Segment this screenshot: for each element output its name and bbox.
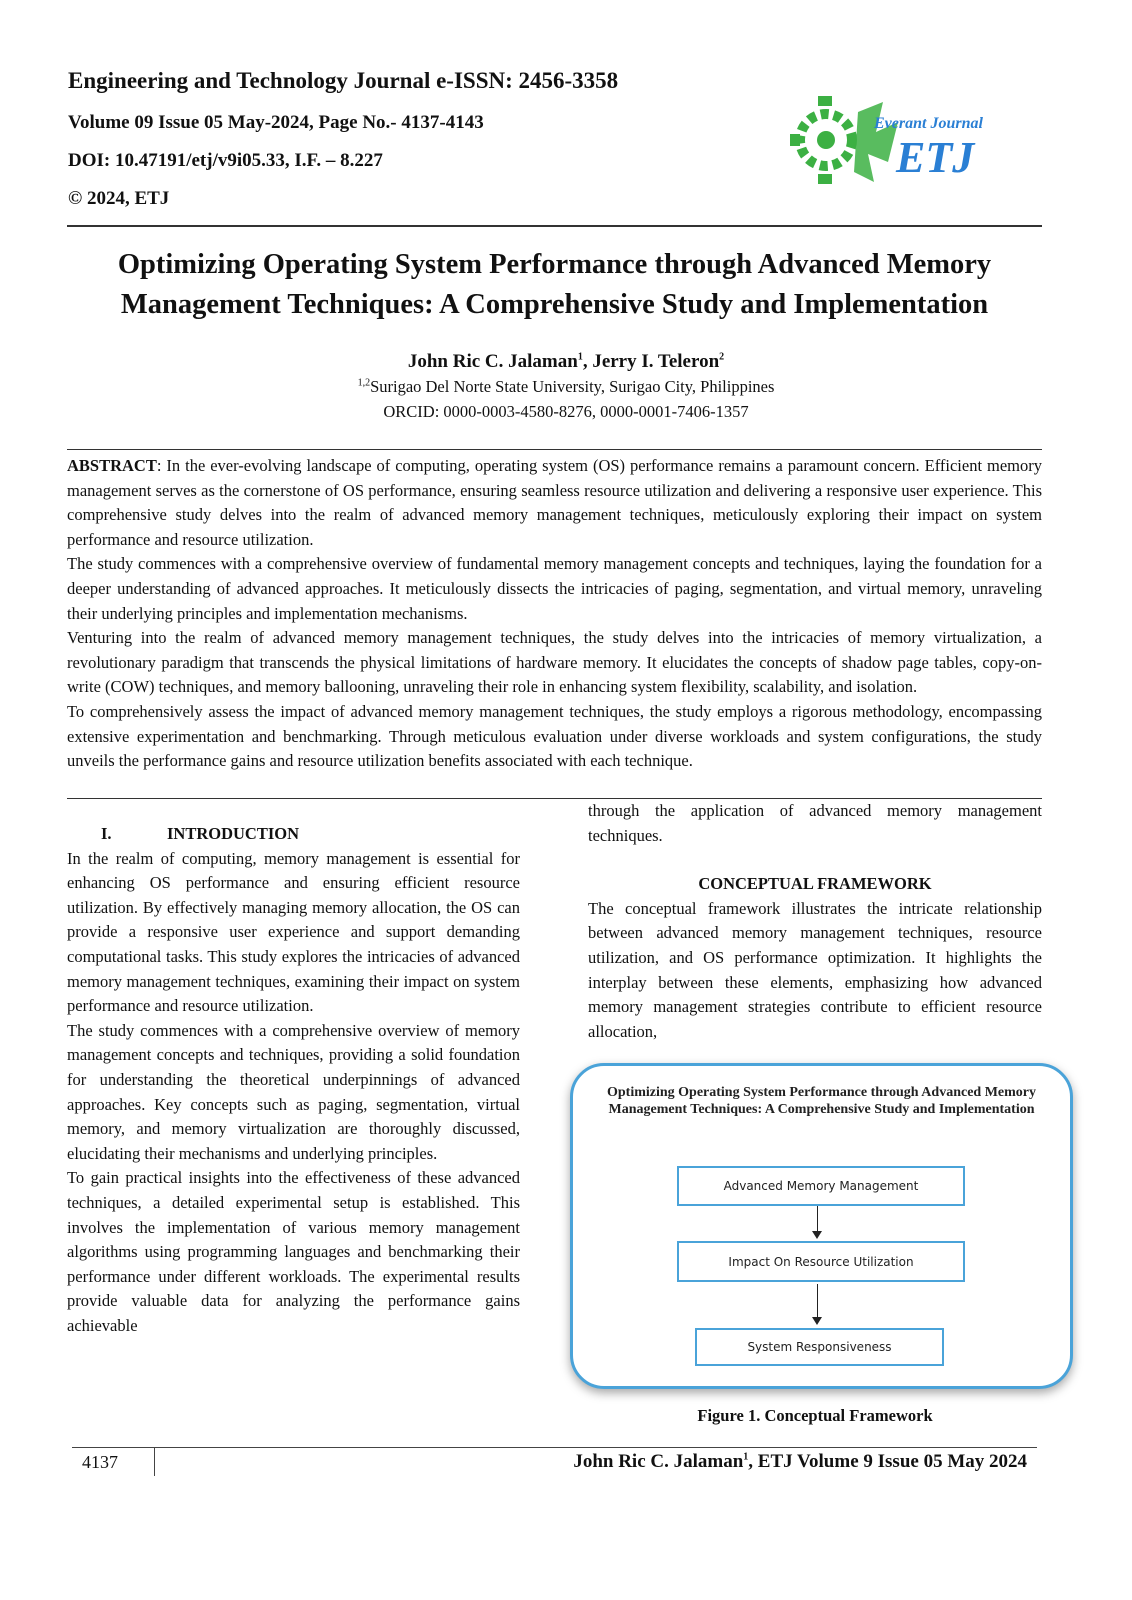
body-paragraph: through the application of advanced memory management techniques. (588, 801, 1042, 845)
arrow-line (817, 1206, 818, 1232)
abstract-top-rule (67, 449, 1042, 450)
footer-divider (154, 1448, 155, 1476)
abstract-label: ABSTRACT (67, 456, 157, 475)
author-1: John Ric C. Jalaman (407, 351, 578, 372)
arrow-line (817, 1284, 818, 1318)
abstract-paragraph: ABSTRACT: In the ever-evolving landscape of computing, operating system (OS) performance remains a paramount concern. Efficient memory management serves as the cornerstone of OS performance, ensuring seamless resource utilization and delivering a responsive user experience. This comprehensive study delves into the realm of advanced memory management techniques, meticulously exploring their impact on system performance and resource utilization. (67, 456, 1042, 549)
paper-title: Optimizing Operating System Performance through Advanced Memory Management Techniques: A Comprehensive Study and Implementation (117, 249, 992, 320)
introduction-heading: I. INTRODUCTION (101, 824, 300, 843)
journal-name: Engineering and Technology Journal e-ISSN: 2456-3358 (68, 68, 619, 93)
right-column (588, 799, 1042, 1044)
box-advanced-memory-management: Advanced Memory Management (677, 1166, 965, 1206)
volume-info: Volume 09 Issue 05 May-2024, Page No.- 4137-4143 (68, 112, 484, 133)
arrow-down-icon (812, 1231, 822, 1239)
figure-title: Optimizing Operating System Performance through Advanced Memory Management Techniques: A Comprehensive Study and Implementation (606, 1085, 1037, 1117)
footer-rule (72, 1447, 1037, 1448)
abstract-paragraph: Venturing into the realm of advanced memory management techniques, the study delves into the intricacies of memory virtualization, a revolutionary paradigm that transcends the physical limitations of hardware memory. It elucidates the concepts of shadow page tables, copy-on-write (COW) techniques, and memory ballooning, unraveling their role in enhancing system flexibility, scalability, and isolation. (67, 628, 1042, 697)
body-paragraph: The study commences with a comprehensive overview of memory management concepts and techniques, providing a solid foundation for understanding the theoretical underpinnings of advanced approaches. Key concepts such as paging, segmentation, virtual memory, and memory virtualization are thoroughly discussed, elucidating their mechanisms and underlying principles. (67, 1020, 520, 1163)
author-2: Jerry I. Teleron (592, 351, 720, 372)
svg-text:Everant Journal: Everant Journal (874, 115, 983, 132)
abstract-paragraph: The study commences with a comprehensive overview of fundamental memory management concepts and techniques, laying the foundation for a deeper understanding of advanced approaches. It meticulously dissects the intricacies of paging, segmentation, and virtual memory, unraveling their underlying principles and implementation mechanisms. (67, 554, 1042, 623)
authors: John Ric C. Jalaman$^1$, Jerry I. Teleron$^2$ (407, 351, 725, 372)
conceptual-framework-figure (570, 1063, 1073, 1389)
box-system-responsiveness: System Responsiveness (695, 1328, 944, 1366)
doi-info: DOI: 10.47191/etj/v9i05.33, I.F. – 8.227 (68, 150, 383, 171)
header-rule (67, 225, 1042, 227)
abstract-paragraph: To comprehensively assess the impact of advanced memory management techniques, the study employs a rigorous methodology, encompassing extensive experimentation and benchmarking. Through meticulous evaluation under diverse workloads and system configurations, the study unveils the performance gains and resource utilization benefits associated with each technique. (67, 701, 1042, 771)
body-paragraph: To gain practical insights into the effectiveness of these advanced techniques, a detailed experimental setup is established. This involves the implementation of various memory management algorithms using programming languages and benchmarking their performance under different workloads. The experimental results provide valuable data for analyzing the performance gains achievable (67, 1168, 520, 1335)
body-paragraph: In the realm of computing, memory management is essential for enhancing OS performance and ensuring efficient resource utilization. By effectively managing memory allocation, the OS can provide a responsive user experience and support demanding computational tasks. This study explores the intricacies of advanced memory management techniques, examining their impact on system performance and resource utilization. (67, 848, 520, 1016)
arrow-down-icon (812, 1317, 822, 1325)
orcid: ORCID: 0000-0003-4580-8276, 0000-0001-7406-1357 (383, 402, 749, 421)
footer-citation: John Ric C. Jalaman$^1$, ETJ Volume 9 Issue 05 May 2024 (573, 1451, 1027, 1472)
box-impact-on-resource-utilization: Impact On Resource Utilization (677, 1241, 965, 1282)
left-column (67, 822, 520, 1338)
figure-caption: Figure 1. Conceptual Framework (697, 1406, 933, 1425)
framework-heading: CONCEPTUAL FRAMEWORK (698, 874, 932, 894)
copyright: © 2024, ETJ (68, 188, 170, 209)
affiliation: $^{1,2}$Surigao Del Norte State University, Surigao City, Philippines (357, 377, 775, 396)
etj-logo (788, 92, 998, 196)
page-number: 4137 (82, 1452, 118, 1472)
body-paragraph: The conceptual framework illustrates the intricate relationship between advanced memory management techniques, resource utilization, and OS performance optimization. It highlights the interplay between these elements, emphasizing how advanced memory management strategies contribute to efficient resource allocation, (588, 898, 1042, 1041)
abstract (67, 454, 1042, 774)
svg-text:ETJ: ETJ (896, 133, 975, 182)
